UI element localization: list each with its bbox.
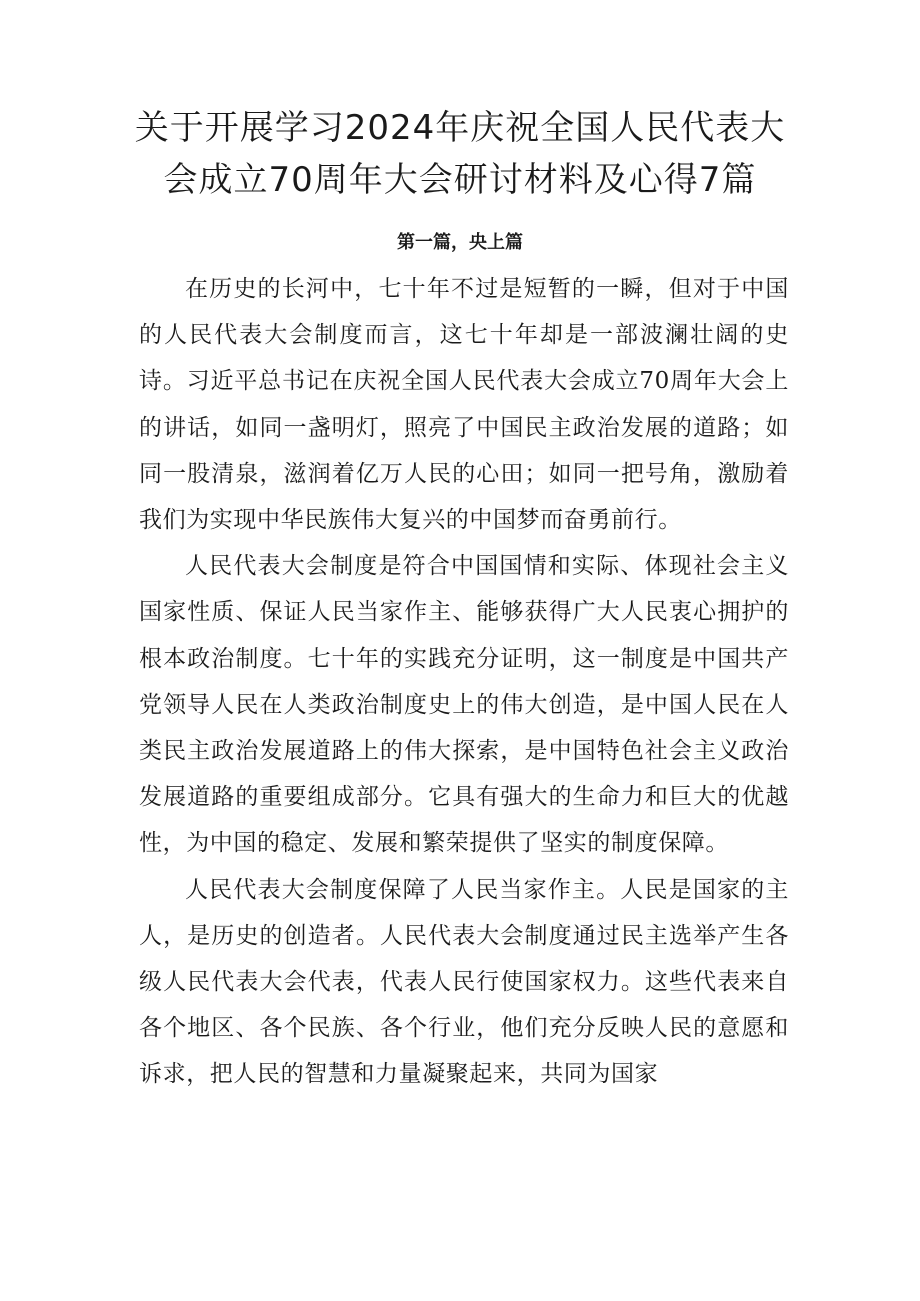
document-body [139,266,789,1098]
paragraph-2: 人民代表大会制度是符合中国国情和实际、体现社会主义国家性质、保证人民当家作主、能够获得广大人民衷心拥护的根本政治制度。七十年的实践充分证明，这一制度是中国共产党领导人民在人类政治制度史上的伟大创造，是中国人民在人类民主政治发展道路上的伟大探索，是中国特色社会主义政治发展道路的重要组成部分。它具有强大的生命力和巨大的优越性，为中国的稳定、发展和繁荣提供了坚实的制度保障。 [139,553,789,857]
document-title-line-2: 会成立70周年大会研讨材料及心得7篇 [163,160,757,200]
paragraph-1: 在历史的长河中，七十年不过是短暂的一瞬，但对于中国的人民代表大会制度而言，这七十年却是一部波澜壮阔的史诗。习近平总书记在庆祝全国人民代表大会成立70周年大会上的讲话，如同一盏明灯，照亮了中国民主政治发展的道路；如同一股清泉，滋润着亿万人民的心田；如同一把号角，激励着我们为实现中华民族伟大复兴的中国梦而奋勇前行。 [139,276,789,534]
section-heading: 第一篇，央上篇 [397,232,523,253]
paragraph-3: 人民代表大会制度保障了人民当家作主。人民是国家的主人，是历史的创造者。人民代表大会制度通过民主选举产生各级人民代表大会代表，代表人民行使国家权力。这些代表来自各个地区、各个民族、各个行业，他们充分反映人民的意愿和诉求，把人民的智慧和力量凝聚起来，共同为国家 [139,876,789,1088]
document-title [120,102,800,206]
document-title-line-1: 关于开展学习2024年庆祝全国人民代表大 [134,108,786,148]
